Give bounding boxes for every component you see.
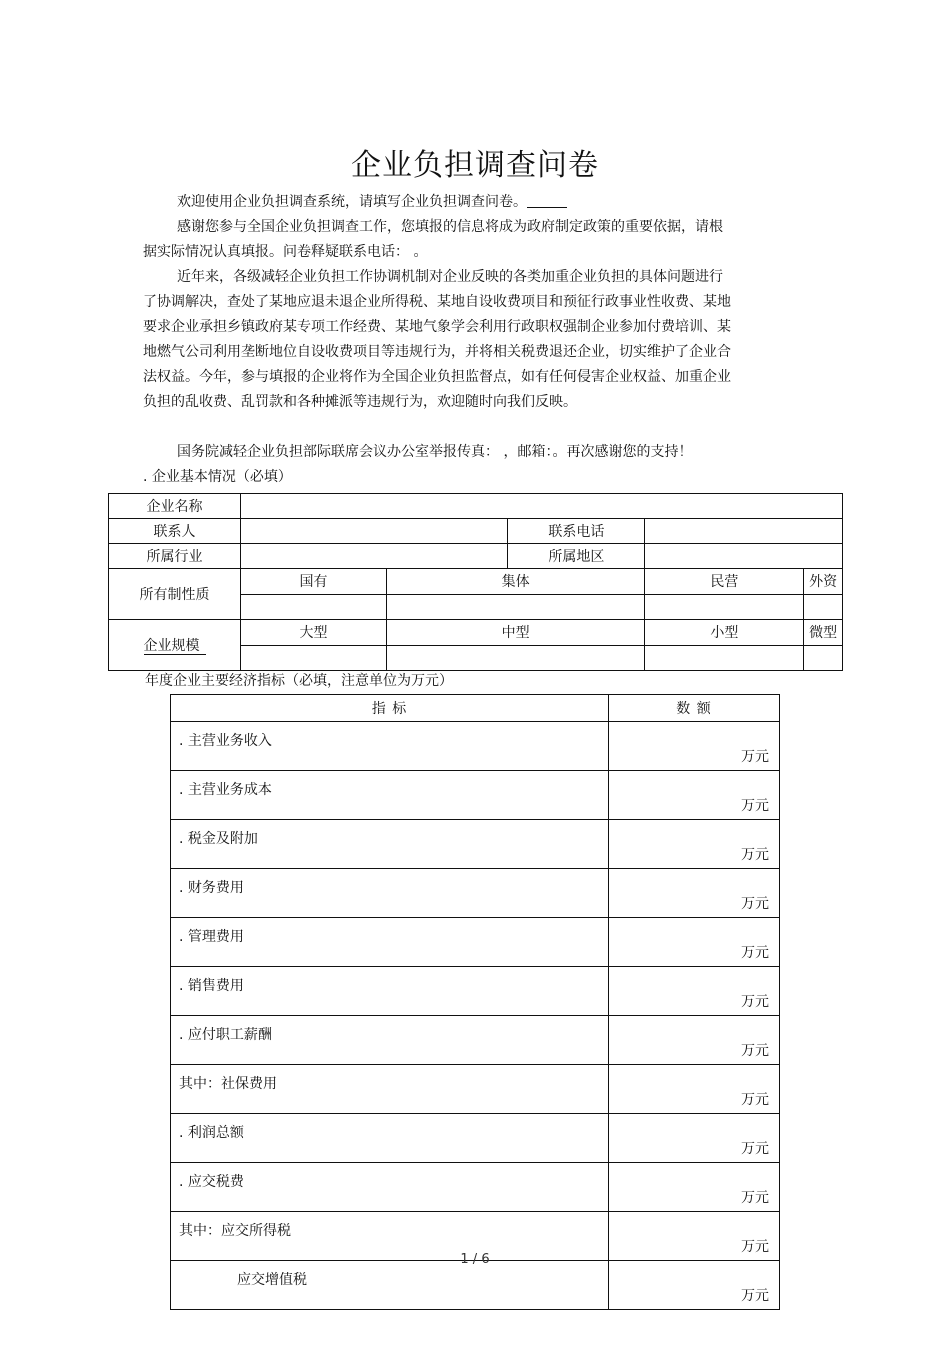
ownership-option-collective: 集体 (387, 569, 645, 595)
region-label: 所属地区 (508, 544, 645, 569)
intro-paragraph-1 (143, 190, 733, 215)
indicator-name: . 应交税费 (171, 1163, 609, 1212)
unit-label: 万元 (741, 945, 769, 961)
phone-label: 联系电话 (508, 519, 645, 544)
amount-field[interactable] (609, 1261, 780, 1310)
unit-label: 万元 (741, 1141, 769, 1157)
amount-field[interactable] (609, 722, 780, 771)
economic-indicators-table (170, 694, 780, 1310)
indicator-name: 其中：应交所得税 (171, 1212, 609, 1261)
page-title: 企业负担调查问卷 (351, 148, 599, 183)
indicator-name: . 管理费用 (171, 918, 609, 967)
indicator-column-header: 指 标 (171, 695, 609, 722)
unit-label: 万元 (741, 749, 769, 765)
contact-field[interactable] (241, 519, 508, 544)
table-row (171, 869, 780, 918)
indicator-name: . 主营业务成本 (171, 771, 609, 820)
indicator-name: . 销售费用 (171, 967, 609, 1016)
amount-field[interactable] (609, 771, 780, 820)
table-row (171, 1114, 780, 1163)
scale-check-micro[interactable] (804, 645, 843, 671)
unit-label: 万元 (741, 847, 769, 863)
ownership-option-state: 国有 (241, 569, 387, 595)
amount-column-header: 数 额 (609, 695, 780, 722)
table-row (171, 1163, 780, 1212)
ownership-check-private[interactable] (645, 594, 804, 620)
ownership-option-foreign: 外资 (804, 569, 843, 595)
unit-label: 万元 (741, 1092, 769, 1108)
page-number: 1 / 6 (460, 1252, 490, 1267)
industry-field[interactable] (241, 544, 508, 569)
contact-label: 联系人 (109, 519, 241, 544)
amount-field[interactable] (609, 1016, 780, 1065)
scale-option-large: 大型 (241, 620, 387, 646)
table-row (171, 1016, 780, 1065)
table-row (171, 918, 780, 967)
scale-check-small[interactable] (645, 645, 804, 671)
ownership-option-private: 民营 (645, 569, 804, 595)
region-field[interactable] (645, 544, 843, 569)
amount-field[interactable] (609, 967, 780, 1016)
amount-field[interactable] (609, 1065, 780, 1114)
ownership-check-state[interactable] (241, 594, 387, 620)
scale-label-text: 企业规模 (144, 638, 206, 655)
intro-paragraph-3: 近年来，各级减轻企业负担工作协调机制对企业反映的各类加重企业负担的具体问题进行了协调解决，查处了某地应退未退企业所得税、某地自设收费项目和预征行政事业性收费、某地要求企业承担乡镇政府某专项工作经费、某地气象学会利用行政职权强制企业参加付费培训、某地燃气公司利用垄断地位自设收费项目等违规行为，并将相关税费退还企业，切实维护了企业合法权益。今年，参与填报的企业将作为全国企业负担监督点，如有任何侵害企业权益、加重企业负担的乱收费、乱罚款和各种摊派等违规行为，欢迎随时向我们反映。 (143, 269, 731, 410)
amount-field[interactable] (609, 820, 780, 869)
amount-field[interactable] (609, 1163, 780, 1212)
table-row (171, 771, 780, 820)
unit-label: 万元 (741, 994, 769, 1010)
indicator-name: . 财务费用 (171, 869, 609, 918)
indicator-name: . 利润总额 (171, 1114, 609, 1163)
unit-label: 万元 (741, 896, 769, 912)
table-row (171, 722, 780, 771)
indicator-name: . 应付职工薪酬 (171, 1016, 609, 1065)
scale-check-large[interactable] (241, 645, 387, 671)
scale-option-micro: 微型 (804, 620, 843, 646)
scale-option-medium: 中型 (387, 620, 645, 646)
basic-info-table (108, 493, 843, 671)
table-row (171, 820, 780, 869)
table-row (171, 1065, 780, 1114)
unit-label: 万元 (741, 1190, 769, 1206)
scale-option-small: 小型 (645, 620, 804, 646)
intro-text-1: 欢迎使用企业负担调查系统，请填写企业负担调查问卷。 (177, 194, 527, 210)
industry-label: 所属行业 (109, 544, 241, 569)
unit-label: 万元 (741, 1288, 769, 1304)
table-row (171, 967, 780, 1016)
amount-field[interactable] (609, 918, 780, 967)
indicator-name: . 主营业务收入 (171, 722, 609, 771)
intro-paragraph-2: 感谢您参与全国企业负担调查工作，您填报的信息将成为政府制定政策的重要依据，请根据实际情况认真填报。问卷释疑联系电话： 。 (143, 219, 723, 260)
amount-field[interactable] (609, 1114, 780, 1163)
unit-label: 万元 (741, 1043, 769, 1059)
scale-check-medium[interactable] (387, 645, 645, 671)
unit-label: 万元 (741, 1239, 769, 1255)
ownership-check-collective[interactable] (387, 594, 645, 620)
company-name-field[interactable] (241, 494, 843, 519)
section-economic-heading: 年度企业主要经济指标（必填，注意单位为万元） (145, 673, 453, 689)
ownership-label: 所有制性质 (109, 569, 241, 620)
indicator-name: . 税金及附加 (171, 820, 609, 869)
section-basic-heading: . 企业基本情况（必填） (143, 469, 292, 485)
phone-field[interactable] (645, 519, 843, 544)
amount-field[interactable] (609, 869, 780, 918)
table-row (171, 1261, 780, 1310)
indicator-name: 其中：社保费用 (171, 1065, 609, 1114)
unit-label: 万元 (741, 798, 769, 814)
scale-label (109, 620, 241, 671)
blank-underline[interactable] (527, 193, 567, 208)
intro-paragraph-4: 国务院减轻企业负担部际联席会议办公室举报传真： ，邮箱：。再次感谢您的支持！ (177, 444, 693, 460)
ownership-check-foreign[interactable] (804, 594, 843, 620)
indicator-name: 应交增值税 (171, 1261, 609, 1310)
company-name-label: 企业名称 (109, 494, 241, 519)
